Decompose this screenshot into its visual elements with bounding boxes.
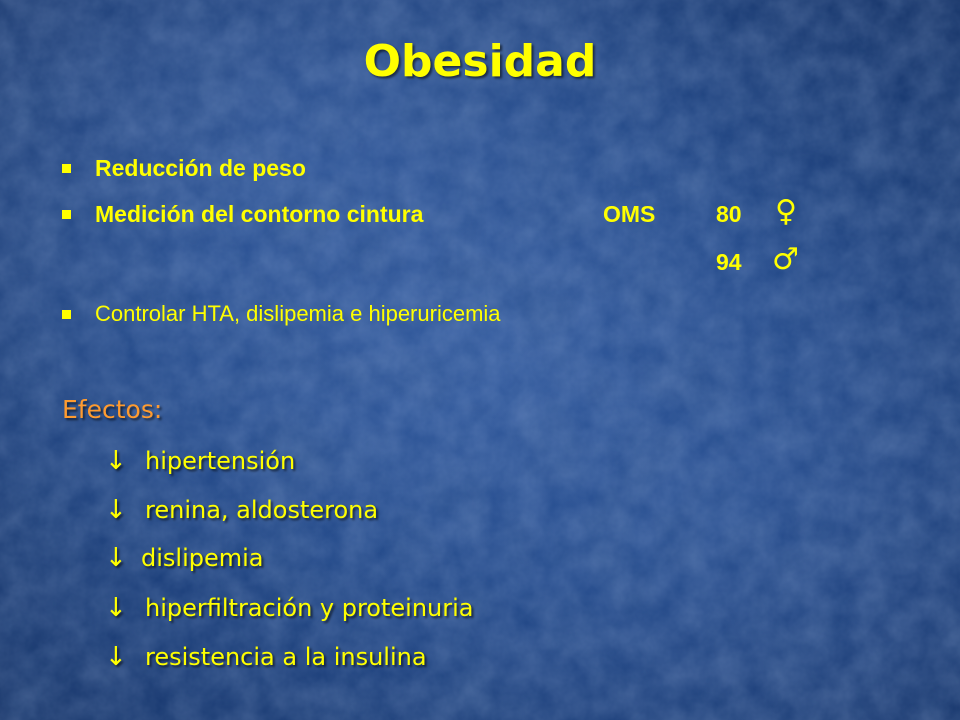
effect-text: dislipemia [141, 544, 264, 572]
bullet-item [62, 199, 423, 229]
effect-item [105, 446, 295, 476]
bullet-item [62, 299, 501, 329]
male-icon: ♂ [772, 242, 799, 277]
down-arrow-icon: ↓ [105, 495, 127, 525]
effect-item [105, 495, 378, 525]
effect-item [105, 593, 474, 623]
down-arrow-icon: ↓ [105, 543, 127, 573]
bullet-text: Medición del contorno cintura [95, 200, 424, 227]
effect-item [105, 642, 427, 672]
down-arrow-icon: ↓ [105, 642, 127, 672]
effect-text: hiperfiltración y proteinuria [145, 594, 474, 622]
bullet-text: Controlar HTA, dislipemia e hiperuricemia [95, 301, 501, 326]
female-threshold: 80 [716, 201, 742, 227]
male-threshold: 94 [716, 249, 742, 275]
effect-item [105, 543, 264, 573]
bullet-item [62, 153, 306, 183]
down-arrow-icon: ↓ [105, 593, 127, 623]
effects-heading: Efectos: [62, 395, 163, 424]
effect-text: renina, aldosterona [145, 496, 379, 524]
effect-text: hipertensión [145, 447, 296, 475]
bullet-text: Reducción de peso [95, 154, 306, 181]
down-arrow-icon: ↓ [105, 446, 127, 476]
square-bullet-icon [62, 164, 71, 173]
square-bullet-icon [62, 310, 71, 319]
effect-text: resistencia a la insulina [145, 643, 427, 671]
female-icon: ♀ [775, 194, 797, 229]
slide-title: Obesidad [363, 36, 597, 87]
org-label: OMS [603, 201, 656, 227]
square-bullet-icon [62, 210, 71, 219]
